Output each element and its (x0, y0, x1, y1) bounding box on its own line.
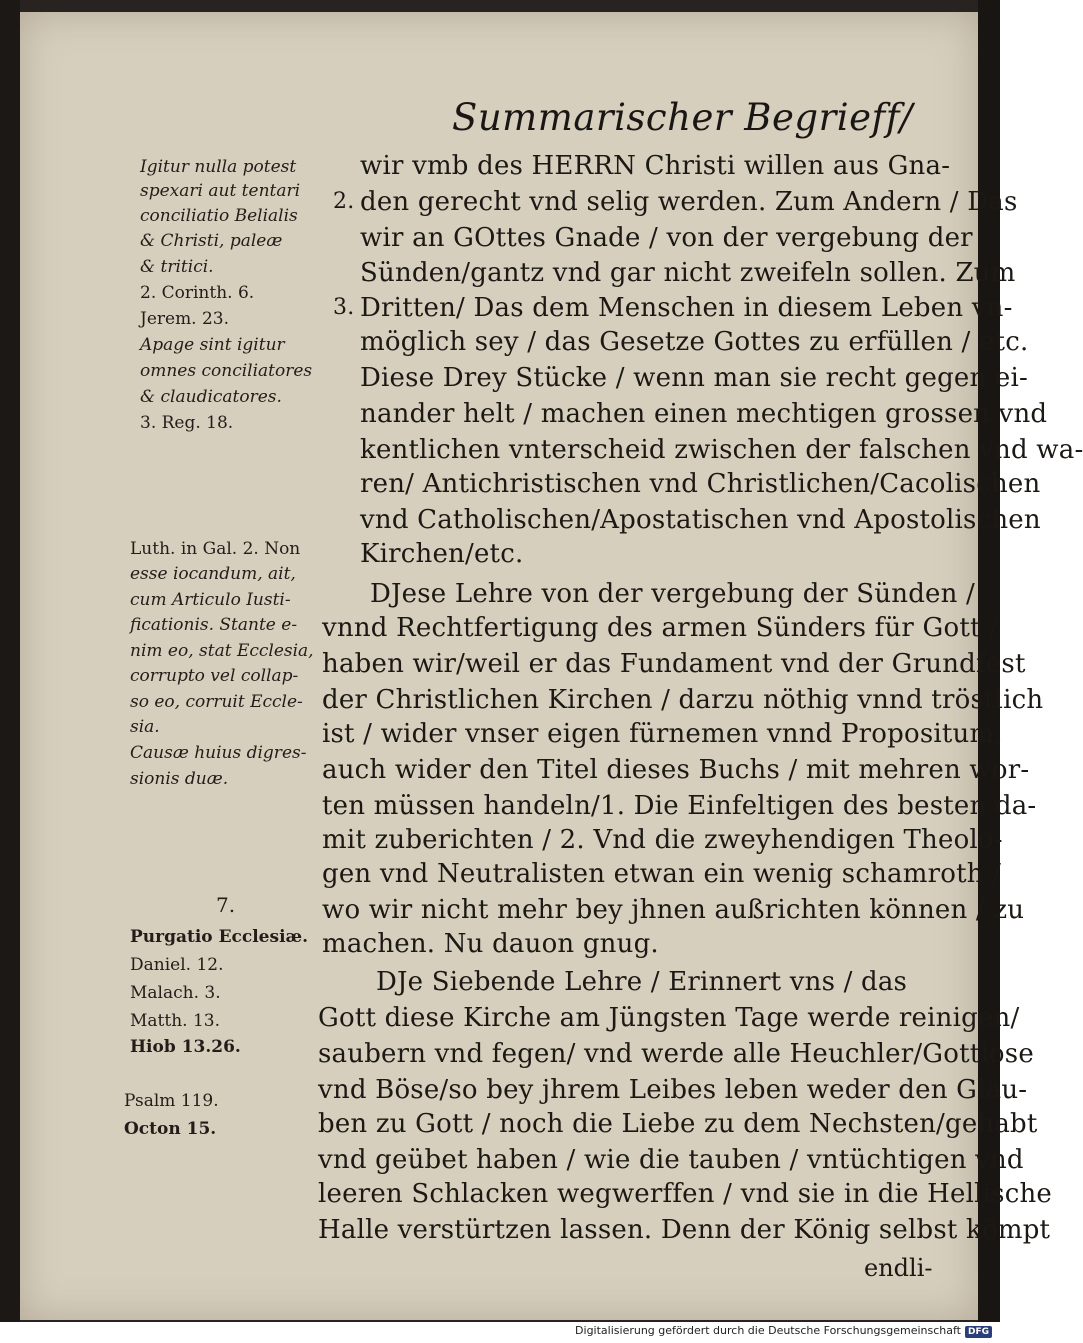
text-line: ten müssen handeln/1. Die Einfeltigen des besten da- (322, 791, 1037, 821)
text-line: Gott diese Kirche am Jüngsten Tage werde reinigen/ (318, 1003, 1020, 1033)
text-line: vnd Catholischen/Apostatischen vnd Apostolischen (360, 505, 1041, 535)
text-line: gen vnd Neutralisten etwan ein wenig schamroth / (322, 859, 1002, 889)
margin-note: 3. Reg. 18. (140, 413, 234, 433)
catchword: endli- (864, 1254, 933, 1282)
margin-note: Hiob 13.26. (130, 1037, 241, 1057)
text-line: saubern vnd fegen/ vnd werde alle Heuchler/Gottlose (318, 1039, 1034, 1069)
margin-note: Octon 15. (124, 1119, 217, 1139)
margin-note: Matth. 13. (130, 1011, 220, 1031)
margin-note: ficationis. Stante e- (130, 615, 298, 635)
text-line: Dritten/ Das dem Menschen in diesem Leben vn- (360, 293, 1013, 323)
margin-note: sia. (130, 717, 160, 737)
text-line: vnd geübet haben / wie die tauben / vntüchtigen vnd (318, 1145, 1024, 1175)
text-line: ben zu Gott / noch die Liebe zu dem Nechsten/gehabt (318, 1109, 1038, 1139)
text-line: auch wider den Titel dieses Buchs / mit mehren wor- (322, 755, 1030, 785)
margin-note: Malach. 3. (130, 983, 221, 1003)
margin-note: 2. Corinth. 6. (140, 283, 255, 303)
line-number: 3. (333, 295, 355, 320)
text-line: leeren Schlacken wegwerffen / vnd sie in die Hellische (318, 1179, 1053, 1209)
text-line: vnd Böse/so bey jhrem Leibes leben weder den Glau- (318, 1075, 1028, 1105)
margin-note: Causæ huius digres- (130, 743, 307, 763)
text-line: möglich sey / das Gesetze Gottes zu erfüllen / etc. (360, 327, 1029, 357)
margin-note: & claudicatores. (140, 387, 282, 407)
text-line: Kirchen/etc. (360, 539, 524, 569)
footer-bar (0, 1322, 1000, 1343)
section-number: 7. (216, 893, 236, 917)
margin-note: so eo, corruit Eccle- (130, 692, 303, 712)
margin-note: conciliatio Belialis (140, 206, 298, 226)
text-line: wir vmb des HERRN Christi willen aus Gna- (360, 151, 951, 181)
text-line: wir an GOttes Gnade / von der vergebung der (360, 223, 973, 253)
text-line: ist / wider vnser eigen fürnemen vnnd Propositum, (322, 719, 1003, 749)
text-line: Diese Drey Stücke / wenn man sie recht gegen ei- (360, 363, 1029, 393)
margin-note: Luth. in Gal. 2. Non (130, 539, 301, 559)
margin-note: sionis duæ. (130, 769, 229, 789)
text-line: den gerecht vnd selig werden. Zum Andern / Das (360, 187, 1018, 217)
funding-credit (575, 1324, 992, 1338)
text-line: nander helt / machen einen mechtigen grossen vnd (360, 399, 1048, 429)
margin-note: Jerem. 23. (140, 309, 230, 329)
margin-note: & tritici. (140, 257, 214, 277)
margin-note: Igitur nulla potest (140, 157, 297, 177)
dfg-logo: DFG (965, 1326, 992, 1338)
text-line: mit zuberichten / 2. Vnd die zweyhendigen Theolo- (322, 825, 1003, 855)
funding-text: Digitalisierung gefördert durch die Deutsche Forschungsgemeinschaft (575, 1324, 961, 1337)
text-line: Halle verstürtzen lassen. Denn der König selbst kömpt (318, 1215, 1051, 1245)
margin-note: & Christi, paleæ (140, 231, 283, 251)
left-book-edge (0, 0, 20, 1322)
margin-note: esse iocandum, ait, (130, 564, 296, 584)
margin-note: cum Articulo Iusti- (130, 590, 291, 610)
text-line: kentlichen vnterscheid zwischen der falschen vnd wa- (360, 435, 1083, 465)
margin-note: corrupto vel collap- (130, 666, 299, 686)
margin-note: Psalm 119. (124, 1091, 219, 1111)
text-line: Sünden/gantz vnd gar nicht zweifeln sollen. Zum (360, 258, 1016, 288)
text-line: haben wir/weil er das Fundament vnd der Grundfest (322, 649, 1026, 679)
margin-note: omnes conciliatores (140, 361, 313, 381)
margin-note: Apage sint igitur (140, 335, 285, 355)
text-line: vnnd Rechtfertigung des armen Sünders für Gott / (322, 613, 999, 643)
text-line: der Christlichen Kirchen / darzu nöthig vnnd tröstlich (322, 685, 1044, 715)
margin-note: Daniel. 12. (130, 955, 224, 975)
text-line: ren/ Antichristischen vnd Christlichen/Cacolischen (360, 469, 1041, 499)
margin-note: Purgatio Ecclesiæ. (130, 927, 309, 947)
running-head: Summarischer Begrieff/ (452, 96, 913, 139)
line-number: 2. (333, 189, 355, 214)
margin-note: spexari aut tentari (140, 181, 301, 201)
text-line: machen. Nu dauon gnug. (322, 929, 659, 959)
text-line: DJese Lehre von der vergebung der Sünden / (370, 579, 976, 609)
text-line: DJe Siebende Lehre / Erinnert vns / das (376, 967, 908, 997)
margin-note: nim eo, stat Ecclesia, (130, 641, 314, 661)
text-line: wo wir nicht mehr bey jhnen außrichten können / zu (322, 895, 1025, 925)
